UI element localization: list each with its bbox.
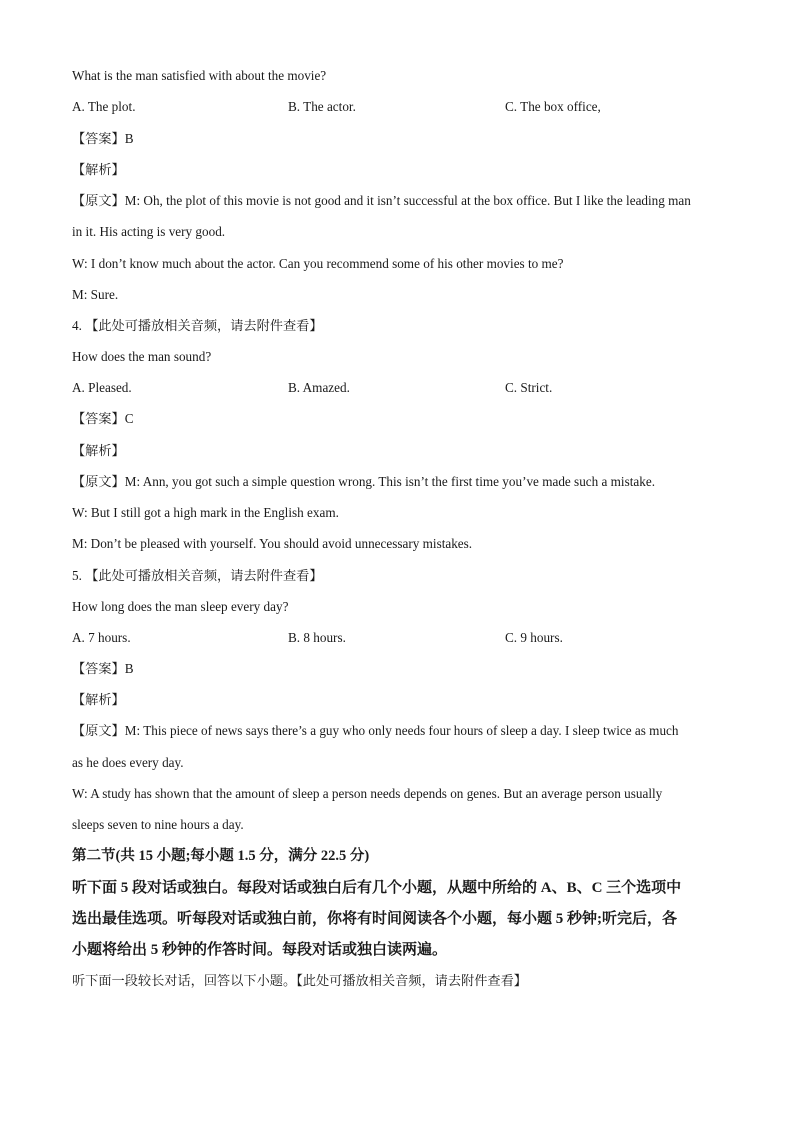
section2-instructions-line: 选出最佳选项。听每段对话或独白前，你将有时间阅读各个小题，每小题 5 秒钟;听完后，各 [72,911,677,927]
q3-option-c: C. The box office, [505,99,601,114]
q4-analysis-label: 【解析】 [72,443,125,458]
section2-title: 第二节(共 15 小题;每小题 1.5 分，满分 22.5 分) [72,848,370,864]
q3-script-line: W: I don’t know much about the actor. Can you recommend some of his other movies to me? [72,256,564,271]
q5-header: 5. 【此处可播放相关音频，请去附件查看】 [72,568,323,583]
q3-answer: 【答案】B [72,131,134,146]
q3-script-line: M: Sure. [72,287,119,302]
q5-script-line: as he does every day. [72,755,184,770]
q5-question: How long does the man sleep every day? [72,599,289,614]
q3-script-line: 【原文】M: Oh, the plot of this movie is not good and it isn’t successful at the box office. But I like the leading man [72,193,691,208]
q4-script-line: 【原文】M: Ann, you got such a simple question wrong. This isn’t the first time you’ve made such a mistake. [72,474,655,489]
q5-script-line: W: A study has shown that the amount of sleep a person needs depends on genes. But an average person usually [72,786,663,801]
q3-question: What is the man satisfied with about the movie? [72,68,327,83]
q4-header: 4. 【此处可播放相关音频，请去附件查看】 [72,318,323,333]
q4-option-c: C. Strict. [505,380,553,395]
q4-option-a: A. Pleased. [72,380,132,395]
q3-analysis-label: 【解析】 [72,162,125,177]
q5-option-b: B. 8 hours. [288,630,346,645]
section2-instructions-line: 听下面 5 段对话或独白。每段对话或独白后有几个小题，从题中所给的 A、B、C 三个选项中 [72,880,682,896]
q3-script-line: in it. His acting is very good. [72,224,226,239]
q5-option-a: A. 7 hours. [72,630,131,645]
q4-answer: 【答案】C [72,411,134,426]
q4-option-b: B. Amazed. [288,380,350,395]
section2-note: 听下面一段较长对话，回答以下小题。【此处可播放相关音频，请去附件查看】 [72,973,527,988]
q5-option-c: C. 9 hours. [505,630,563,645]
q3-option-b: B. The actor. [288,99,356,114]
q4-question: How does the man sound? [72,349,212,364]
q4-script-line: W: But I still got a high mark in the English exam. [72,505,339,520]
q3-option-a: A. The plot. [72,99,136,114]
section2-instructions-line: 小题将给出 5 秒钟的作答时间。每段对话或独白读两遍。 [72,942,448,958]
q5-script-line: sleeps seven to nine hours a day. [72,817,244,832]
q5-answer: 【答案】B [72,661,134,676]
q5-analysis-label: 【解析】 [72,692,125,707]
q4-script-line: M: Don’t be pleased with yourself. You should avoid unnecessary mistakes. [72,536,473,551]
q5-script-line: 【原文】M: This piece of news says there’s a guy who only needs four hours of sleep a day. I sleep twice as much [72,723,679,738]
